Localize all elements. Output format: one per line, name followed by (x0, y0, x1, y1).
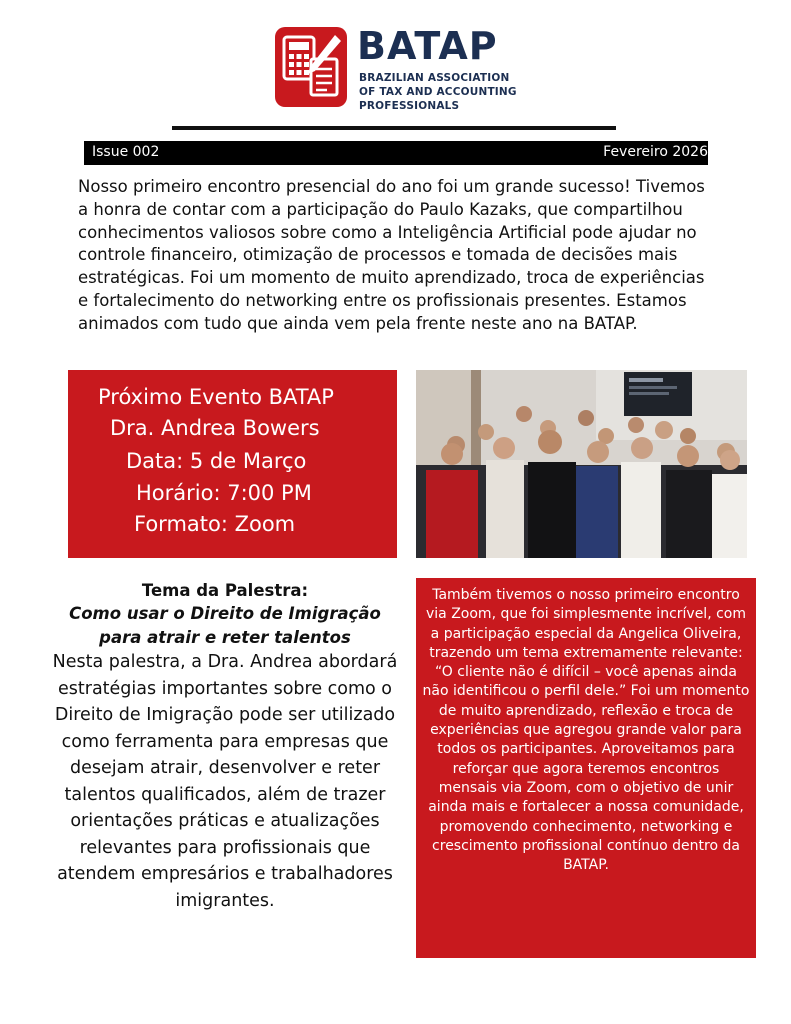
zoom-recap-text: Também tivemos o nosso primeiro encontro via Zoom, que foi simplesmente incrível, com a participação especial da Angelica Oliveira, trazendo um tema extremamente relevante: “O cliente não é difícil – você apenas ainda não identificou o perfil dele.” Foi um momento de muito aprendizado, reflexão e troca de experiências que agregou grande valor para todos os participantes. Aproveitamos para reforçar que agora teremos encontros mensais via Zoom, com o objetivo de unir ainda mais e fortalecer a nossa comunidade, promovendo conhecimento, networking e crescimento profissional contínuo dentro da BATAP. (422, 587, 750, 874)
group-photo (416, 370, 747, 558)
logo-name: BATAP (357, 24, 498, 68)
talk-topic (50, 580, 400, 914)
issue-date: Fevereiro 2026 (603, 144, 708, 160)
event-time: Horário: 7:00 PM (136, 481, 312, 505)
topic-body: Nesta palestra, a Dra. Andrea abordará estratégias importantes sobre como o Direito de Imigração pode ser utilizado como ferramenta para empresas que desejam atrair, desenvolver e reter talentos qualificados, além de trazer orientações práticas e atualizações relevantes para profissionais que atendem empresários e trabalhadores imigrantes. (52, 652, 398, 911)
issue-bar (84, 141, 708, 165)
topic-heading: Tema da Palestra: (141, 581, 309, 600)
topic-title: Como usar o Direito de Imigração para atrair e reter talentos (69, 604, 381, 647)
zoom-recap-box (416, 578, 756, 958)
header-divider (172, 126, 616, 130)
event-date: Data: 5 de Março (126, 449, 307, 473)
event-speaker: Dra. Andrea Bowers (110, 416, 320, 440)
calculator-document-pencil-icon (275, 27, 347, 107)
batap-logo (275, 24, 517, 119)
logo-subtitle: BRAZILIAN ASSOCIATION OF TAX AND ACCOUNTING PROFESSIONALS (359, 72, 517, 112)
issue-number: Issue 002 (92, 144, 160, 160)
event-heading: Próximo Evento BATAP (98, 385, 334, 409)
next-event-box (68, 370, 397, 558)
event-format: Formato: Zoom (134, 512, 296, 536)
intro-paragraph: Nosso primeiro encontro presencial do ano foi um grande sucesso! Tivemos a honra de contar com a participação do Paulo Kazaks, que compartilhou conhecimentos valiosos sobre como a Inteligência Artificial pode ajudar no controle financeiro, otimização de processos e tomada de decisões mais estratégicas. Foi um momento de muito aprendizado, troca de experiências e fortalecimento do networking entre os profissionais presentes. Estamos animados com tudo que ainda vem pela frente neste ano na BATAP. (78, 177, 705, 333)
